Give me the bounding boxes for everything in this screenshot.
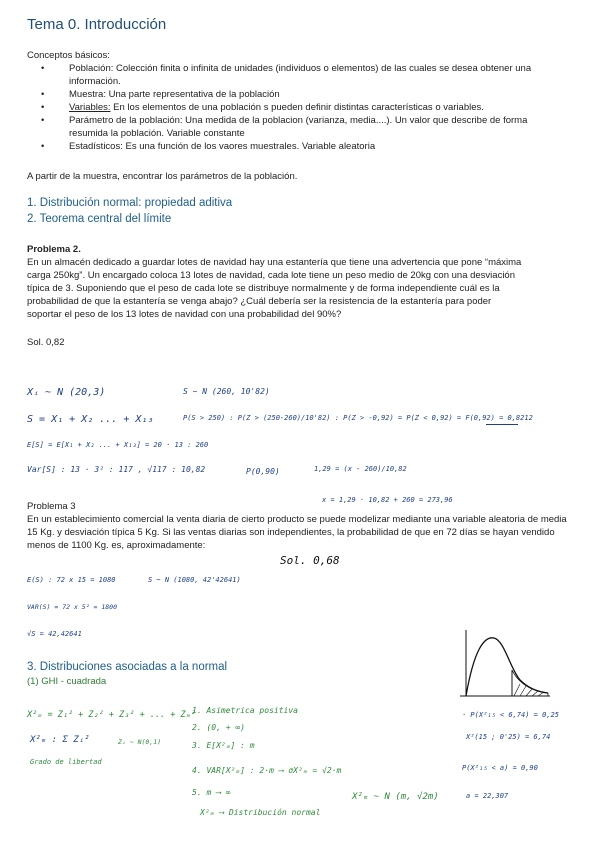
handwritten-note: P(S > 250) : P(Z > (250-260)/10'82) : P(Z > -0,92) = P(Z < 0,92) = F(0,92) = 0,8212 (183, 414, 533, 422)
handwritten-note: S ~ N (1080, 42'42641) (148, 576, 241, 584)
handwritten-note: 1,29 = (x - 260)/10,82 (314, 465, 407, 473)
list-item: • Población: Colección finita o infinita de unidades (individuos o elementos) de las cuales se desea obtener una información. (27, 62, 539, 88)
chi-square-sketch (460, 630, 550, 700)
problem-3-heading: Problema 3 (27, 501, 76, 512)
problem-2-heading: Problema 2. (27, 244, 81, 255)
section-3-subheading: (1) GHI - cuadrada (27, 676, 107, 687)
handwritten-note: Xᵢ ~ N (20,3) (27, 387, 106, 398)
handwritten-note: x = 1,29 · 10,82 + 260 = 273,96 (322, 496, 453, 504)
handwritten-note: X²(15 ; 0'25) = 6,74 (466, 733, 551, 741)
problem-3-solution: Sol. 0,68 (280, 554, 340, 567)
handwritten-note: a = 22,307 (466, 792, 509, 800)
handwritten-note: E[S] = E[X₁ + X₂ ... + X₁₃] = 20 · 13 : 260 (27, 441, 209, 449)
concepts-list (27, 62, 539, 153)
handwritten-note: X²ₘ : Σ Zᵢ² (30, 735, 90, 745)
underline-mark (486, 424, 518, 425)
handwritten-note: X²ₘ ⟶ Distribución normal (200, 808, 321, 817)
section-1-heading: 1. Distribución normal: propiedad aditiva (27, 197, 233, 209)
problem-3-text: En un establecimiento comercial la venta diaria de cierto producto se puede modelizar mediante una variable aleatoria de media 15 Kg. y desviación típica 5 Kg. Si las ventas diarias son independientes, la probabilidad de que en 72 días se hayan vendido menos de 1100 Kg. es, aproximadamente: (27, 514, 567, 551)
list-item: • Estadísticos: Es una función de los vaores muestrales. Variable aleatoria (27, 140, 539, 153)
page-title: Tema 0. Introducción (27, 16, 167, 33)
handwritten-note: X²ₘ ~ N (m, √2m) (352, 792, 439, 802)
handwritten-note: · P(X²₁₅ < 6,74) = 0,25 (462, 711, 559, 719)
handwritten-note: 1. Asimetrica positiva (192, 706, 298, 715)
sample-line: A partir de la muestra, encontrar los parámetros de la población. (27, 171, 298, 182)
handwritten-note: 5. m ⟶ ∞ (192, 788, 231, 797)
problem-2-solution: Sol. 0,82 (27, 337, 65, 348)
handwritten-note: 3. E[X²ₘ] : m (192, 741, 255, 750)
handwritten-note: Var[S] : 13 · 3² : 117 , √117 : 10,82 (27, 465, 206, 474)
section-3-heading: 3. Distribuciones asociadas a la normal (27, 661, 228, 673)
handwritten-note: X²ₘ = Z₁² + Z₂² + Z₃² + ... + Zₘ² (27, 710, 196, 720)
handwritten-note: 2. (0, + ∞) (192, 723, 245, 732)
handwritten-note: Zᵢ ~ N(0,1) (118, 738, 162, 746)
concepts-heading: Conceptos básicos: (27, 50, 110, 61)
handwritten-note: 4. VAR[X²ₘ] : 2·m ⟶ σX²ₘ = √2·m (192, 766, 342, 775)
handwritten-note: E(S) : 72 x 15 = 1080 (27, 576, 116, 584)
handwritten-note: P(0,90) (246, 467, 280, 476)
handwritten-note: S = X₁ + X₂ ... + X₁₃ (27, 414, 154, 425)
handwritten-note: P(X²₁₅ < a) = 0,90 (462, 764, 538, 772)
handwritten-note: VAR(S) = 72 x 5² = 1800 (27, 603, 118, 611)
handwritten-note: Grado de libertad (30, 758, 102, 766)
list-item: • Variables: En los elementos de una población s pueden definir distintas características o variables. (27, 101, 539, 114)
problem-2-text: En un almacén dedicado a guardar lotes de navidad hay una estantería que tiene una advertencia que pone “máxima carga 250kg”. Un encargado coloca 13 lotes de navidad, cada lote tiene un peso medio de 20kg con una desviación típica de 3. Suponiendo que el peso de cada lote se distribuye normalmente y de forma independiente cuál es la probabilidad de que la estantería se venga abajo? ¿Cuál debería ser la resistencia de la estantería para poder soportar el peso de los 13 lotes de navidad con una probabilidad del 90%? (27, 257, 522, 320)
section-2-heading: 2. Teorema central del límite (27, 213, 172, 225)
list-item: • Parámetro de la población: Una medida de la poblacion (varianza, media....). Un valor que describe de forma resumida la población. Variable constante (27, 114, 539, 140)
list-item: • Muestra: Una parte representativa de la población (27, 88, 539, 101)
handwritten-note: S ~ N (260, 10'82) (183, 387, 270, 396)
handwritten-note: √S = 42,42641 (27, 630, 82, 638)
